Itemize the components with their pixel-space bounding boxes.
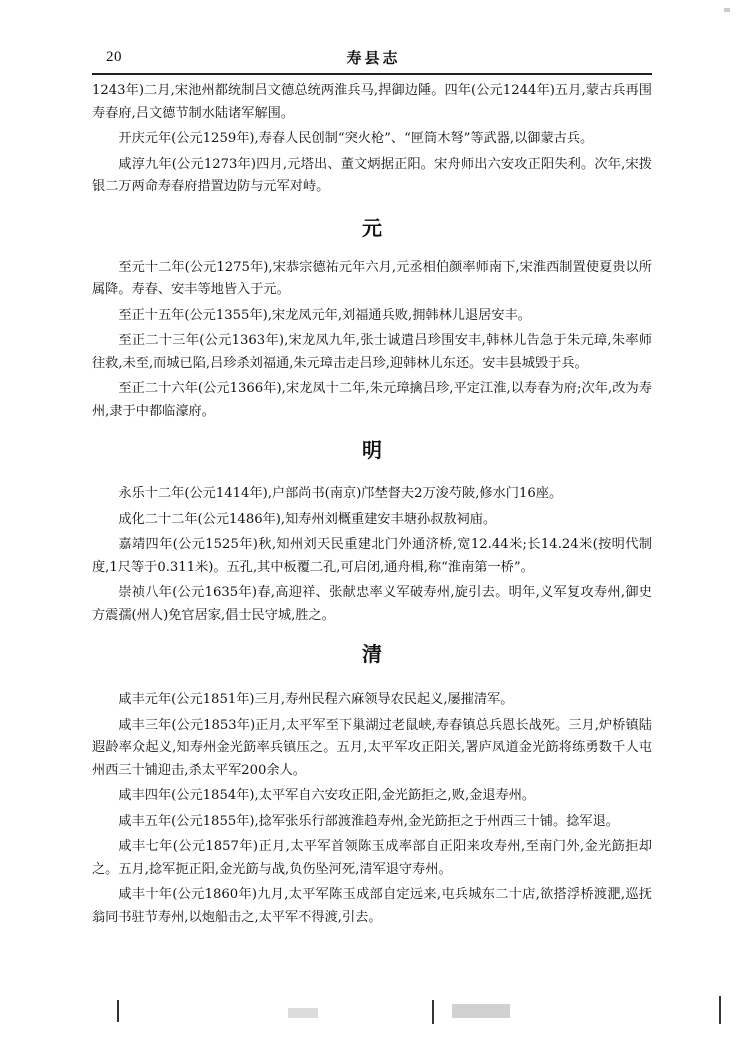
body-paragraph: 至正二十三年(公元1363年),宋龙凤九年,张士诚遣吕珍围安丰,韩林儿告急于朱元璋,朱率师往救,未至,而城已陷,吕珍杀刘福通,朱元璋击走吕珍,迎韩林儿东还。安丰县城毁于兵。 [92, 333, 652, 371]
section-heading-yuan: 元 [362, 215, 382, 240]
scan-artifact [117, 1000, 119, 1022]
section-heading-ming: 明 [362, 438, 382, 462]
body-paragraph: 开庆元年(公元1259年),寿春人民创制“突火枪”、“匣筒木弩”等武器,以御蒙古兵。 [118, 131, 594, 146]
scan-artifact [719, 996, 721, 1024]
body-paragraph: 嘉靖四年(公元1525年)秋,知州刘天民重建北门外通济桥,宽12.44米;长14.24米(按明代制度,1尺等于0.311米)。五孔,其中板覆二孔,可启闭,通舟楫,称“淮南第一桥”。 [92, 537, 652, 575]
header-rule [92, 73, 652, 75]
body-paragraph: 永乐十二年(公元1414年),户部尚书(南京)邝埜督夫2万浚芍陂,修水门16座。 [118, 486, 563, 501]
section-heading-qing: 清 [362, 642, 382, 666]
body-paragraph: 咸丰三年(公元1853年)正月,太平军至下巢湖过老鼠峡,寿春镇总兵恩长战死。三月,炉桥镇陆遐龄率众起义,知寿州金光筯率兵镇压之。五月,太平军攻正阳关,署庐凤道金光筯将练勇数千人屯州西三十铺迎击,杀太平军200余人。 [92, 717, 652, 778]
scan-artifact [452, 1004, 510, 1018]
body-paragraph: 至正二十六年(公元1366年),宋龙凤十二年,朱元璋擒吕珍,平定江淮,以寿春为府;次年,改为寿州,隶于中都临濠府。 [92, 381, 652, 419]
running-title: 寿县志 [346, 49, 401, 67]
body-paragraph: 咸淳九年(公元1273年)四月,元塔出、董文炳据正阳。宋舟师出六安攻正阳失利。次年,宋拨银二万两命寿春府措置边防与元军对峙。 [92, 156, 652, 194]
scan-artifact [724, 8, 730, 12]
body-paragraph: 咸丰五年(公元1855年),捻军张乐行部渡淮趋寿州,金光筯拒之于州西三十铺。捻军退。 [118, 813, 619, 829]
body-paragraph: 咸丰四年(公元1854年),太平军自六安攻正阳,金光筯拒之,败,金退寿州。 [118, 788, 536, 803]
body-paragraph: 咸丰元年(公元1851年)三月,寿州民程六麻领导农民起义,屡摧清军。 [118, 692, 514, 707]
body-paragraph: 咸丰七年(公元1857年)正月,太平军首领陈玉成率部自正阳来攻寿州,至南门外,金光筯拒却之。五月,捻军扼正阳,金光筯与战,负伤坠河死,清军退守寿州。 [92, 839, 652, 877]
scan-artifact [288, 1008, 318, 1018]
page-number: 20 [106, 49, 122, 65]
body-paragraph: 至元十二年(公元1275年),宋恭宗德祐元年六月,元丞相伯颜率师南下,宋淮西制置使夏贵以所属降。寿春、安丰等地皆入于元。 [92, 259, 652, 297]
body-paragraph: 咸丰十年(公元1860年)九月,太平军陈玉成部自定远来,屯兵城东二十店,欲搭浮桥渡淝,巡抚翁同书驻节寿州,以炮船击之,太平军不得渡,引去。 [92, 887, 652, 925]
body-paragraph: 成化二十二年(公元1486年),知寿州刘概重建安丰塘孙叔敖祠庙。 [118, 511, 497, 527]
body-paragraph: 崇祯八年(公元1635年)春,高迎祥、张献忠率义军破寿州,旋引去。明年,义军复攻寿州,御史方震孺(州人)免官居家,倡士民守城,胜之。 [92, 585, 652, 623]
page-body [92, 80, 652, 932]
body-paragraph: 1243年)二月,宋池州都统制吕文德总统两淮兵马,捍御边陲。四年(公元1244年)五月,蒙古兵再围寿春府,吕文德节制水陆诸军解围。 [92, 83, 652, 121]
body-paragraph: 至正十五年(公元1355年),宋龙凤元年,刘福通兵败,拥韩林儿退居安丰。 [118, 307, 531, 323]
scan-artifact [432, 1000, 434, 1024]
